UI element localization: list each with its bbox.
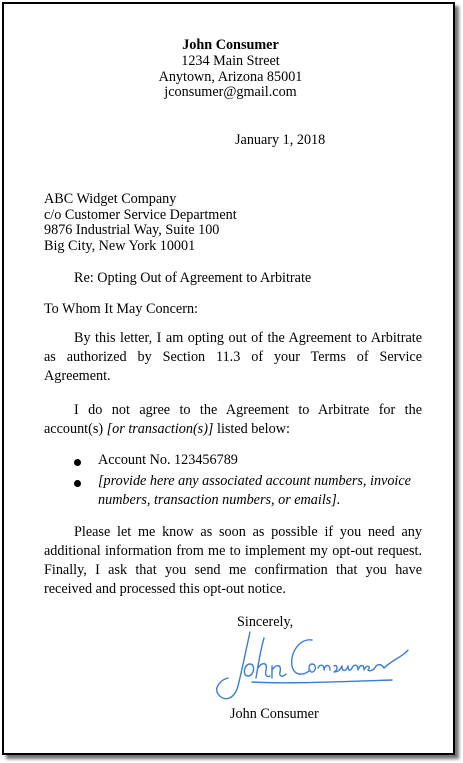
recipient-city: Big City, New York 10001	[44, 238, 196, 254]
letter-date: January 1, 2018	[235, 132, 326, 148]
handwritten-signature	[212, 620, 412, 710]
paragraph-request-text: Please let me know as soon as possible if you need any additional information from me to implement my opt-out request. Finally, I ask that you send me confirmation that you have received and processed this opt-out notice.	[44, 524, 422, 597]
sender-email: jconsumer@gmail.com	[164, 84, 297, 100]
paragraph-accounts-end: listed below:	[213, 421, 290, 437]
recipient-department: c/o Customer Service Department	[44, 207, 237, 223]
signature-name: John Consumer	[230, 706, 319, 722]
sender-city: Anytown, Arizona 85001	[158, 69, 303, 85]
salutation: To Whom It May Concern:	[44, 301, 198, 317]
paragraph-opt-out-text: By this letter, I am opting out of the Agreement to Arbitrate as authorized by Section 11.3 of your Terms of Service Agreement.	[44, 330, 422, 384]
paragraph-accounts-text: I do not agree to the Agreement to Arbitrate for the account(s)	[44, 402, 422, 437]
paragraph-accounts-italic: [or transaction(s)]	[106, 421, 214, 437]
bullet-icon	[74, 480, 81, 487]
recipient-street: 9876 Industrial Way, Suite 100	[44, 222, 220, 238]
sender-street: 1234 Main Street	[181, 53, 280, 69]
subject-line: Re: Opting Out of Agreement to Arbitrate	[74, 270, 312, 286]
letter-page	[2, 2, 455, 755]
closing: Sincerely,	[237, 614, 294, 630]
sender-name: John Consumer	[182, 37, 279, 53]
bullet-item-placeholder: [provide here any associated account numbers, invoice numbers, transaction numbers, or emails].	[98, 473, 411, 508]
recipient-company: ABC Widget Company	[44, 191, 177, 207]
bullet-item-account: Account No. 123456789	[98, 452, 238, 468]
bullet-icon	[74, 459, 81, 466]
paragraph-accounts	[44, 401, 422, 439]
paragraph-request	[44, 523, 422, 599]
paragraph-opt-out	[44, 329, 422, 386]
